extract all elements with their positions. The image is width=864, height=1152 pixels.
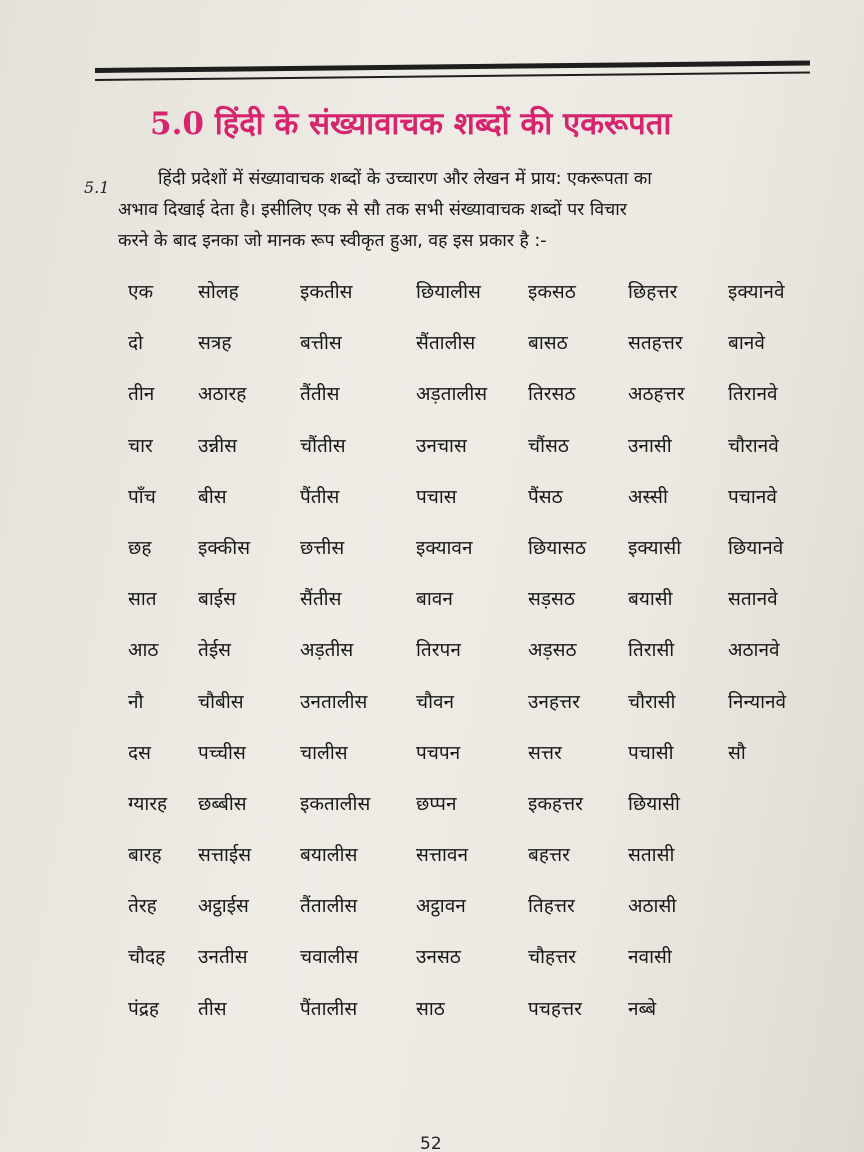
number-word: पचास <box>416 485 457 508</box>
number-word: तिहत्तर <box>528 895 575 918</box>
number-word: इकतीस <box>300 281 353 303</box>
number-word: अट्ठाईस <box>198 895 249 918</box>
number-word: तेरह <box>128 895 157 918</box>
paragraph-line-3: करने के बाद इनका जो मानक रूप स्वीकृत हुआ, वह इस प्रकार है :- <box>118 231 547 251</box>
number-word: चवालीस <box>300 946 359 969</box>
word-row <box>128 585 828 636</box>
number-word: दस <box>128 741 151 764</box>
number-word: नवासी <box>628 946 672 969</box>
subsection-number: 5.1 <box>84 178 110 197</box>
number-word: तीन <box>128 383 155 406</box>
page-number: 52 <box>420 1134 442 1152</box>
number-word: आठ <box>128 639 159 662</box>
number-word: साठ <box>416 997 445 1020</box>
number-word: अठानवे <box>728 639 780 662</box>
number-word: छियालीस <box>416 281 481 303</box>
number-word: चार <box>128 434 153 457</box>
number-word: छब्बीस <box>198 792 247 815</box>
number-word: छिहत्तर <box>628 281 678 303</box>
number-word: तिरपन <box>416 639 461 662</box>
number-word: बत्तीस <box>300 332 342 355</box>
section-heading: 5.0 हिंदी के संख्यावाचक शब्दों की एकरूपता <box>150 106 672 142</box>
number-word: चौरानवे <box>728 434 779 457</box>
number-word: चौंसठ <box>528 434 569 457</box>
paragraph-line-2: अभाव दिखाई देता है। इसीलिए एक से सौ तक सभी संख्यावाचक शब्दों पर विचार <box>118 200 627 220</box>
number-word: इक्यानवे <box>728 281 785 303</box>
header-rule-thick <box>95 61 810 73</box>
number-word: तैंतालीस <box>300 895 358 918</box>
number-word: बासठ <box>528 332 568 355</box>
number-word: पंद्रह <box>128 997 159 1020</box>
number-word: उनतालीस <box>300 690 368 713</box>
intro-paragraph <box>118 164 820 257</box>
word-row <box>128 329 828 380</box>
number-word: छप्पन <box>416 792 457 815</box>
number-word: उनसठ <box>416 946 461 969</box>
number-word: बीस <box>198 485 227 508</box>
word-row <box>128 432 828 483</box>
number-word: इकहत्तर <box>528 792 583 815</box>
number-word: छत्तीस <box>300 536 345 559</box>
number-word: चौदह <box>128 946 166 969</box>
word-row <box>128 995 828 1046</box>
number-word: एक <box>128 281 154 303</box>
number-word: इक्यासी <box>628 536 682 559</box>
number-word: सत्रह <box>198 332 232 355</box>
number-word: सौ <box>728 741 746 764</box>
number-word: उनचास <box>416 434 467 457</box>
header-rule-thin <box>95 72 810 81</box>
word-row <box>128 688 828 739</box>
number-word: चालीस <box>300 741 348 764</box>
number-word: सतहत्तर <box>628 332 683 355</box>
word-row <box>128 636 828 687</box>
number-word: पचानवे <box>728 485 777 508</box>
number-word: अठासी <box>628 895 677 918</box>
number-word: सत्ताईस <box>198 844 252 867</box>
paragraph-line-1: हिंदी प्रदेशों में संख्यावाचक शब्दों के उच्चारण और लेखन में प्राय: एकरूपता का <box>158 169 652 189</box>
number-word: अस्सी <box>628 485 668 508</box>
word-row <box>128 790 828 841</box>
number-word: अड़तालीस <box>416 383 488 406</box>
number-word: चौरासी <box>628 690 676 713</box>
number-word: उनासी <box>628 434 672 457</box>
number-word: अठारह <box>198 383 247 406</box>
number-word: अड़तीस <box>300 639 354 662</box>
number-word: चौबीस <box>198 690 244 713</box>
word-row <box>128 739 828 790</box>
word-row <box>128 943 828 994</box>
number-word: छियासी <box>628 792 680 815</box>
number-word: सत्तावन <box>416 844 469 867</box>
number-word: उनतीस <box>198 946 248 969</box>
number-word: उनहत्तर <box>528 690 580 713</box>
number-word: बावन <box>416 588 453 611</box>
number-word: छियासठ <box>528 536 587 559</box>
number-word: अट्ठावन <box>416 895 466 918</box>
number-word: तिरासी <box>628 639 675 662</box>
number-word: सड़सठ <box>528 588 575 611</box>
word-row <box>128 841 828 892</box>
number-word: पैंतीस <box>300 485 340 508</box>
number-word: इकतालीस <box>300 792 371 815</box>
number-word: सैंतीस <box>300 588 342 611</box>
number-word: सात <box>128 588 157 611</box>
number-word: इकसठ <box>528 281 576 303</box>
number-word: बानवे <box>728 332 765 355</box>
word-row <box>128 534 828 585</box>
number-word: तिरसठ <box>528 383 576 406</box>
number-word: बारह <box>128 844 162 867</box>
number-word: नब्बे <box>628 997 657 1020</box>
number-word: तेईस <box>198 639 232 662</box>
number-word: तिरानवे <box>728 383 778 406</box>
number-word: अड़सठ <box>528 639 577 662</box>
number-word: इक्यावन <box>416 536 473 559</box>
number-word: अठहत्तर <box>628 383 685 406</box>
number-word: बयालीस <box>300 844 358 867</box>
word-row <box>128 892 828 943</box>
number-words-table <box>128 278 828 1046</box>
number-word: पचासी <box>628 741 674 764</box>
number-word: चौहत्तर <box>528 946 576 969</box>
number-word: ग्यारह <box>128 792 168 815</box>
number-word: इक्कीस <box>198 536 251 559</box>
number-word: पच्चीस <box>198 741 246 764</box>
number-word: पचपन <box>416 741 461 764</box>
number-word: छह <box>128 536 152 559</box>
number-word: बाईस <box>198 588 236 611</box>
number-word: छियानवे <box>728 536 784 559</box>
number-word: पैंसठ <box>528 485 563 508</box>
number-word: तैंतीस <box>300 383 340 406</box>
number-word: सोलह <box>198 281 239 303</box>
number-word: दो <box>128 332 144 355</box>
number-word: सत्तर <box>528 741 562 764</box>
number-word: निन्यानवे <box>728 690 787 713</box>
number-word: नौ <box>128 690 144 713</box>
number-word: उन्नीस <box>198 434 238 457</box>
word-row <box>128 278 828 329</box>
number-word: सतानवे <box>728 588 778 611</box>
number-word: चौंतीस <box>300 434 346 457</box>
number-word: सैंतालीस <box>416 332 476 355</box>
word-row <box>128 380 828 431</box>
number-word: पाँच <box>128 485 156 508</box>
number-word: बहत्तर <box>528 844 570 867</box>
number-word: तीस <box>198 997 227 1020</box>
number-word: चौवन <box>416 690 455 713</box>
number-word: सतासी <box>628 844 675 867</box>
number-word: बयासी <box>628 588 673 611</box>
number-word: पैंतालीस <box>300 997 358 1020</box>
number-word: पचहत्तर <box>528 997 582 1020</box>
word-row <box>128 483 828 534</box>
